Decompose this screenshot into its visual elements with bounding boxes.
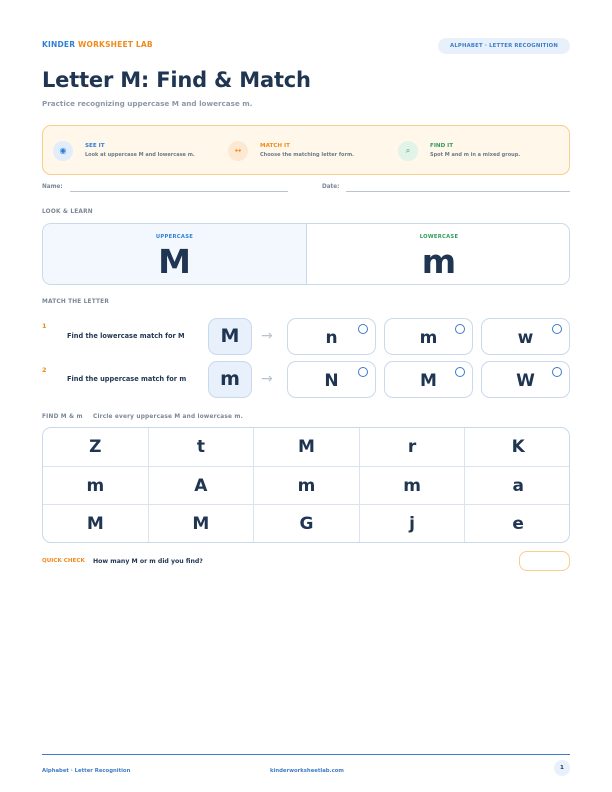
option-letter: M <box>420 371 437 391</box>
radio-button[interactable] <box>358 367 368 377</box>
match-prompt: Find the uppercase match for m <box>67 375 187 383</box>
radio-button[interactable] <box>358 324 368 334</box>
option-card[interactable] <box>384 318 473 355</box>
grid-cell[interactable]: r <box>360 428 466 467</box>
target-icon: ◉ <box>53 141 73 161</box>
step-find-it <box>398 126 568 176</box>
uppercase-card <box>43 224 307 285</box>
grid-cell[interactable]: M <box>43 505 149 543</box>
find-instruction: Circle every uppercase M and lowercase m. <box>93 414 244 420</box>
lowercase-label: LOWERCASE <box>419 234 459 240</box>
grid-cell[interactable]: A <box>149 467 255 506</box>
radio-button[interactable] <box>455 324 465 334</box>
grid-cell[interactable]: Z <box>43 428 149 467</box>
look-learn-panel <box>42 223 570 285</box>
date-field[interactable] <box>346 191 570 192</box>
step-description: Look at uppercase M and lowercase m. <box>85 152 195 158</box>
option-letter: w <box>517 328 534 348</box>
step-description: Choose the matching letter form. <box>260 152 355 158</box>
radio-button[interactable] <box>552 367 562 377</box>
target-letter: M <box>208 318 252 355</box>
find-heading: FIND M & m <box>42 414 83 420</box>
footer-divider <box>42 754 570 755</box>
swap-arrows-icon: ↔ <box>228 141 248 161</box>
brand-part-2: WORKSHEET LAB <box>78 40 153 49</box>
option-card[interactable] <box>481 361 570 398</box>
lowercase-card <box>307 224 570 285</box>
arrow-right-icon: → <box>261 328 273 344</box>
step-description: Spot M and m in a mixed group. <box>430 152 521 158</box>
option-letter: m <box>419 328 438 348</box>
name-field[interactable] <box>70 191 288 192</box>
topic-badge: ALPHABET · LETTER RECOGNITION <box>438 38 570 54</box>
option-letter: W <box>516 371 535 391</box>
step-title: FIND IT <box>430 143 454 149</box>
match-heading: MATCH THE LETTER <box>42 299 109 305</box>
match-prompt: Find the lowercase match for M <box>67 332 185 340</box>
grid-cell[interactable]: a <box>465 467 570 506</box>
grid-cell[interactable]: M <box>149 505 255 543</box>
quick-check-label: QUICK CHECK <box>42 558 85 564</box>
name-label: Name: <box>42 184 63 190</box>
option-card[interactable] <box>481 318 570 355</box>
step-title: MATCH IT <box>260 143 290 149</box>
grid-cell[interactable]: e <box>512 514 524 535</box>
arrow-right-icon: → <box>261 371 273 387</box>
grid-cell[interactable]: j <box>360 505 466 543</box>
row-number: 1 <box>42 322 47 330</box>
answer-box[interactable] <box>519 551 570 571</box>
grid-cell[interactable]: m <box>360 467 466 506</box>
grid-cell[interactable]: m <box>43 467 149 506</box>
page-subtitle: Practice recognizing uppercase M and lowercase m. <box>42 99 253 108</box>
option-card[interactable] <box>384 361 473 398</box>
look-learn-heading: LOOK & LEARN <box>42 209 93 215</box>
page-number: 1 <box>554 760 570 776</box>
magnifier-icon: ⌕ <box>398 141 418 161</box>
radio-button[interactable] <box>552 324 562 334</box>
option-letter: N <box>324 371 339 391</box>
footer-website: kinderworksheetlab.com <box>270 768 344 774</box>
option-card[interactable] <box>287 361 376 398</box>
date-label: Date: <box>322 184 340 190</box>
option-letter: n <box>325 328 338 348</box>
radio-button[interactable] <box>455 367 465 377</box>
steps-panel <box>42 125 570 175</box>
target-letter: m <box>208 361 252 398</box>
page-title: Letter M: Find & Match <box>42 68 311 92</box>
brand-logo <box>42 40 153 49</box>
grid-cell[interactable]: m <box>254 467 360 506</box>
grid-cell[interactable]: M <box>254 428 360 467</box>
uppercase-letter: M <box>158 242 191 281</box>
grid-cell[interactable]: t <box>149 428 255 467</box>
grid-cell[interactable]: G <box>254 505 360 543</box>
step-title: SEE IT <box>85 143 105 149</box>
brand-part-1: KINDER <box>42 40 76 49</box>
uppercase-label: UPPERCASE <box>155 234 194 240</box>
letter-grid <box>42 427 570 543</box>
grid-cell[interactable]: K <box>465 428 570 467</box>
step-see-it <box>53 126 223 176</box>
step-match-it <box>228 126 398 176</box>
row-number: 2 <box>42 366 47 374</box>
quick-check-question: How many M or m did you find? <box>93 558 203 565</box>
footer-topic: Alphabet · Letter Recognition <box>42 768 131 774</box>
lowercase-letter: m <box>421 242 457 281</box>
option-card[interactable] <box>287 318 376 355</box>
